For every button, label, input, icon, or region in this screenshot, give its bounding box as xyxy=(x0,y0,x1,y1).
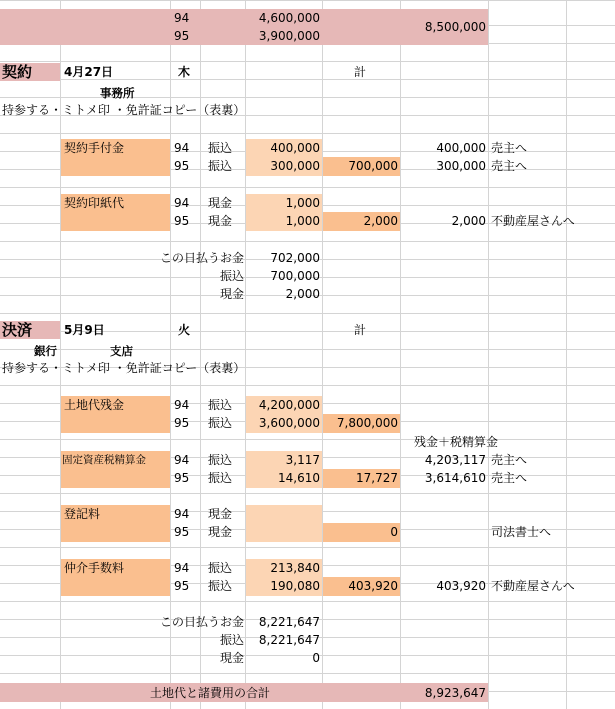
contract-date: 4月27日 xyxy=(64,65,114,79)
land-num-94: 94 xyxy=(174,398,190,412)
settlement-transfer-label: 振込 xyxy=(219,633,244,647)
stamp-subtotal: 2,000 xyxy=(363,214,398,228)
tax-note-95: 売主へ xyxy=(491,471,528,485)
deposit-num-95: 95 xyxy=(174,159,190,173)
stamp-method-94: 現金 xyxy=(208,196,233,210)
settlement-bring-items: 持参する・ミトメ印 ・免許証コピー（表裏） xyxy=(2,361,246,375)
contract-cash-value: 2,000 xyxy=(285,287,320,301)
deposit-method-94: 振込 xyxy=(208,141,233,155)
tax-label: 固定資産税精算金 xyxy=(62,454,146,466)
deposit-amount-95: 300,000 xyxy=(270,159,320,173)
settlement-weekday: 火 xyxy=(178,323,191,337)
grand-total-value: 8,923,647 xyxy=(424,686,486,700)
stamp-num-95: 95 xyxy=(174,214,190,228)
contract-today-label: この日払うお金 xyxy=(159,251,244,265)
brokerage-num-95: 95 xyxy=(174,579,190,593)
tax-num-95: 95 xyxy=(174,471,190,485)
brokerage-method-95: 振込 xyxy=(208,579,233,593)
land-method-95: 振込 xyxy=(208,416,233,430)
stamp-method-95: 現金 xyxy=(208,214,233,228)
contract-bring-items: 持参する・ミトメ印 ・免許証コピー（表裏） xyxy=(2,103,246,117)
contract-transfer-value: 700,000 xyxy=(270,269,320,283)
tax-method-95: 振込 xyxy=(208,471,233,485)
top-total: 8,500,000 xyxy=(424,20,486,34)
brokerage-label: 仲介手数料 xyxy=(64,561,125,575)
registration-num-95: 95 xyxy=(174,525,190,539)
land-num-95: 95 xyxy=(174,416,190,430)
land-label: 土地代残金 xyxy=(64,398,125,412)
contract-place: 事務所 xyxy=(100,86,135,100)
land-subtotal: 7,800,000 xyxy=(336,416,398,430)
deposit-paid-94: 400,000 xyxy=(436,141,486,155)
top-amount-94: 4,600,000 xyxy=(258,11,320,25)
registration-note: 司法書士へ xyxy=(491,525,552,539)
settlement-transfer-value: 8,221,647 xyxy=(258,633,320,647)
brokerage-subtotal: 403,920 xyxy=(348,579,398,593)
land-method-94: 振込 xyxy=(208,398,233,412)
brokerage-method-94: 振込 xyxy=(208,561,233,575)
stamp-note-95: 不動産屋さんへ xyxy=(491,214,575,228)
deposit-subtotal: 700,000 xyxy=(348,159,398,173)
settlement-title: 決済 xyxy=(2,321,33,339)
settlement-today-label: この日払うお金 xyxy=(159,615,244,629)
registration-label: 登記料 xyxy=(64,507,101,521)
brokerage-num-94: 94 xyxy=(174,561,190,575)
contract-total-header: 計 xyxy=(354,65,367,79)
registration-amount-fill xyxy=(246,505,322,542)
tax-subtotal: 17,727 xyxy=(356,471,398,485)
deposit-amount-94: 400,000 xyxy=(270,141,320,155)
settlement-bank: 銀行 xyxy=(34,344,57,358)
registration-subtotal: 0 xyxy=(390,525,398,539)
deposit-label: 契約手付金 xyxy=(64,141,125,155)
land-note: 残金＋税精算金 xyxy=(414,435,499,449)
tax-amount-94: 3,117 xyxy=(285,453,320,467)
settlement-total-header: 計 xyxy=(354,323,367,337)
registration-method-94: 現金 xyxy=(208,507,233,521)
brokerage-amount-94: 213,840 xyxy=(270,561,320,575)
tax-note-94: 売主へ xyxy=(491,453,528,467)
deposit-method-95: 振込 xyxy=(208,159,233,173)
settlement-date: 5月9日 xyxy=(64,323,105,337)
top-num-95: 95 xyxy=(174,29,190,43)
contract-title: 契約 xyxy=(2,63,33,81)
deposit-num-94: 94 xyxy=(174,141,190,155)
grand-total-label: 土地代と諸費用の合計 xyxy=(150,686,271,700)
tax-method-94: 振込 xyxy=(208,453,233,467)
contract-today-value: 702,000 xyxy=(270,251,320,265)
settlement-today-value: 8,221,647 xyxy=(258,615,320,629)
contract-cash-label: 現金 xyxy=(219,287,244,301)
tax-paid-95: 3,614,610 xyxy=(424,471,486,485)
registration-method-95: 現金 xyxy=(208,525,233,539)
stamp-label: 契約印紙代 xyxy=(64,196,125,210)
settlement-cash-value: 0 xyxy=(312,651,320,665)
tax-num-94: 94 xyxy=(174,453,190,467)
deposit-note-94: 売主へ xyxy=(491,141,528,155)
settlement-branch: 支店 xyxy=(110,344,133,358)
land-amount-95: 3,600,000 xyxy=(258,416,320,430)
brokerage-note-95: 不動産屋さんへ xyxy=(491,579,575,593)
settlement-cash-label: 現金 xyxy=(219,651,244,665)
land-amount-94: 4,200,000 xyxy=(258,398,320,412)
deposit-note-95: 売主へ xyxy=(491,159,528,173)
top-amount-95: 3,900,000 xyxy=(258,29,320,43)
deposit-paid-95: 300,000 xyxy=(436,159,486,173)
registration-num-94: 94 xyxy=(174,507,190,521)
stamp-amount-94: 1,000 xyxy=(285,196,320,210)
contract-weekday: 木 xyxy=(178,65,191,79)
tax-amount-95: 14,610 xyxy=(278,471,320,485)
brokerage-paid-95: 403,920 xyxy=(436,579,486,593)
stamp-amount-95: 1,000 xyxy=(285,214,320,228)
stamp-paid-95: 2,000 xyxy=(451,214,486,228)
top-num-94: 94 xyxy=(174,11,190,25)
brokerage-amount-95: 190,080 xyxy=(270,579,320,593)
stamp-num-94: 94 xyxy=(174,196,190,210)
tax-paid-94: 4,203,117 xyxy=(424,453,486,467)
contract-transfer-label: 振込 xyxy=(219,269,244,283)
